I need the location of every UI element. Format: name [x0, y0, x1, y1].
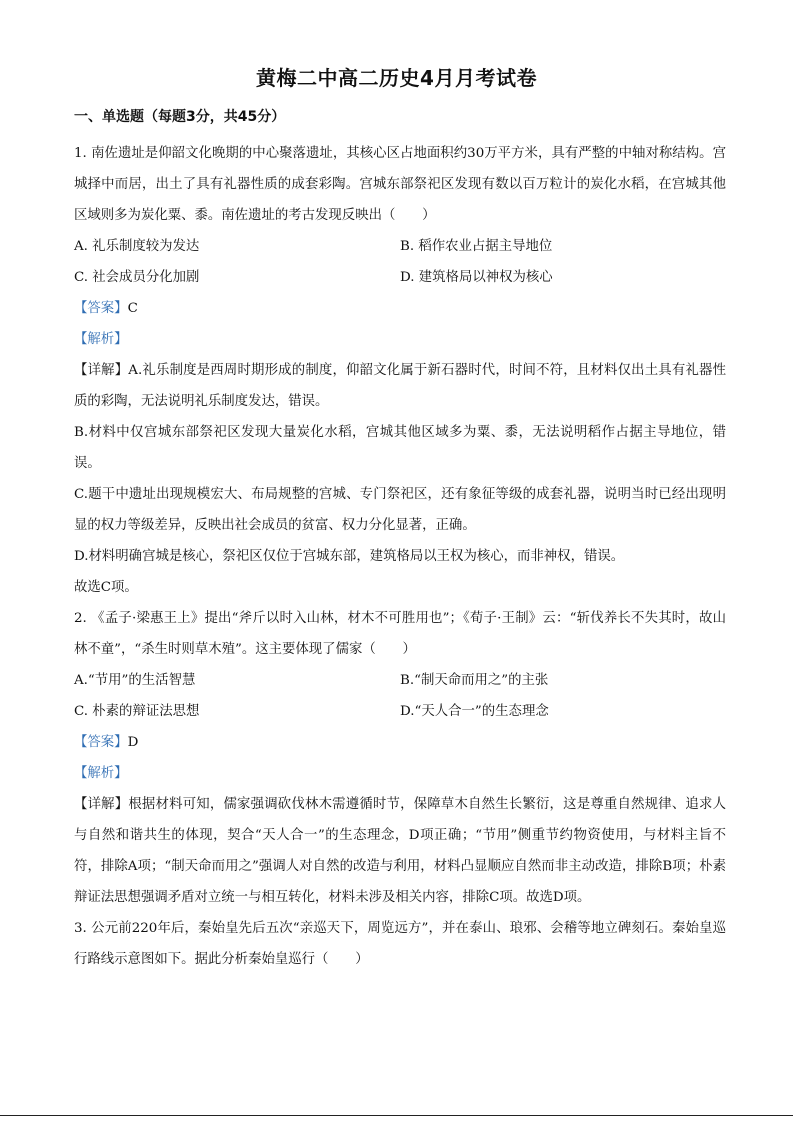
option-b: B. 稻作农业占据主导地位 — [400, 239, 553, 254]
options — [74, 665, 726, 727]
answer-line — [74, 727, 726, 758]
detail-paragraph: 【详解】根据材料可知，儒家强调砍伐林木需遵循时节，保障草木自然生长繁衍，这是尊重自然规律、追求人与自然和谐共生的体现，契合“天人合一”的生态理念，D项正确；“节用”侧重节约物资使用，与材料主旨不符，排除A项；“制天命而用之”强调人对自然的改造与利用，材料凸显顺应自然而非主动改造，排除B项；朴素辩证法思想强调矛盾对立统一与相互转化，材料未涉及相关内容，排除C项。故选D项。 — [74, 797, 726, 905]
options — [74, 231, 726, 293]
page-title: 黄梅二中高二历史4月月考试卷 — [256, 66, 537, 90]
question-1 — [74, 138, 726, 603]
detail-paragraph: C.题干中遗址出现规模宏大、布局规整的宫城、专门祭祀区，还有象征等级的成套礼器，说明当时已经出现明显的权力等级差异，反映出社会成员的贫富、权力分化显著，正确。 — [74, 487, 726, 533]
option-d: D.“天人合一”的生态理念 — [400, 704, 549, 719]
detail-paragraph: D.材料明确宫城是核心，祭祀区仅位于宫城东部，建筑格局以王权为核心，而非神权，错误。 — [74, 549, 625, 564]
answer-line — [74, 293, 726, 324]
answer-value: C — [127, 301, 138, 316]
option-c: C. 朴素的辩证法思想 — [74, 704, 200, 719]
analysis-tag: 【解析】 — [74, 332, 128, 347]
option-b: B.“制天命而用之”的主张 — [400, 673, 549, 688]
question-stem: 1. 南佐遗址是仰韶文化晚期的中心聚落遗址，其核心区占地面积约30万平方米，具有严整的中轴对称结构。宫城择中而居，出土了具有礼器性质的成套彩陶。宫城东部祭祀区发现有数以百万粒计的炭化水稻，在宫城其他区域则多为炭化粟、黍。南佐遗址的考古发现反映出（ ） — [74, 146, 726, 223]
question-stem: 3. 公元前220年后，秦始皇先后五次“亲巡天下，周览远方”，并在泰山、琅邪、会稽等地立碑刻石。秦始皇巡行路线示意图如下。据此分析秦始皇巡行（ ） — [74, 921, 726, 967]
option-c: C. 社会成员分化加剧 — [74, 270, 200, 285]
detail-paragraph: 故选C项。 — [74, 580, 138, 595]
question-2 — [74, 603, 726, 913]
detail-paragraph: 【详解】A.礼乐制度是西周时期形成的制度，仰韶文化属于新石器时代，时间不符，且材料仅出土具有礼器性质的彩陶，无法说明礼乐制度发达，错误。 — [74, 363, 726, 409]
answer-tag: 【答案】 — [74, 735, 128, 750]
questions-body — [74, 138, 726, 975]
option-d: D. 建筑格局以神权为核心 — [400, 270, 553, 285]
option-a: A. 礼乐制度较为发达 — [74, 239, 200, 254]
page-bottom-rule — [0, 1115, 793, 1116]
answer-tag: 【答案】 — [74, 301, 128, 316]
detail-paragraph: B.材料中仅宫城东部祭祀区发现大量炭化水稻，宫城其他区域多为粟、黍，无法说明稻作占据主导地位，错误。 — [74, 425, 726, 471]
answer-value: D — [127, 735, 139, 750]
option-a: A.“节用”的生活智慧 — [74, 673, 196, 688]
analysis-tag: 【解析】 — [74, 766, 128, 781]
question-stem: 2. 《孟子·梁惠王上》提出“斧斤以时入山林，材木不可胜用也”；《荀子·王制》云：“斩伐养长不失其时，故山林不童”，“杀生时则草木殖”。这主要体现了儒家（ ） — [74, 611, 726, 657]
question-3 — [74, 913, 726, 975]
section-heading: 一、单选题（每题3分，共45分） — [74, 109, 286, 125]
